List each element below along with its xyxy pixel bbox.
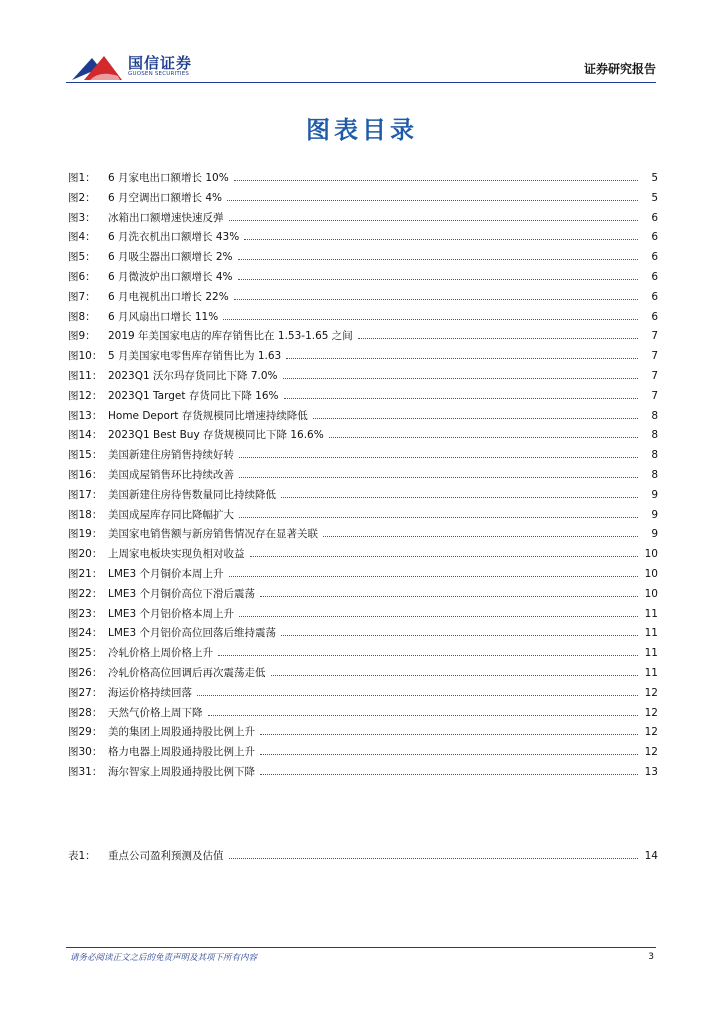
toc-dot-leader bbox=[239, 449, 638, 458]
toc-entry[interactable] bbox=[68, 190, 658, 210]
toc-dot-leader bbox=[234, 172, 638, 181]
toc-entry-title: 格力电器上周股通持股比例上升 bbox=[108, 746, 255, 759]
toc-entry-number: 图8： bbox=[68, 310, 96, 323]
toc-entry-title: LME3 个月铝价格本周上升 bbox=[108, 607, 235, 620]
toc-entry-number: 图24： bbox=[68, 627, 103, 640]
toc-dot-leader bbox=[260, 726, 638, 735]
figure-list bbox=[68, 170, 658, 784]
toc-entry-title: 天然气价格上周下降 bbox=[108, 706, 203, 719]
toc-entry-number: 图12： bbox=[68, 389, 103, 402]
toc-entry-title: 冷轧价格高位回调后再次震荡走低 bbox=[108, 666, 266, 679]
toc-entry-page: 11 bbox=[644, 627, 658, 640]
toc-dot-leader bbox=[313, 410, 638, 419]
toc-entry[interactable] bbox=[68, 309, 658, 329]
toc-entry[interactable] bbox=[68, 625, 658, 645]
toc-entry-title: 2023Q1 Target 存货同比下降 16% bbox=[108, 389, 279, 402]
header-divider bbox=[66, 82, 656, 83]
toc-entry[interactable] bbox=[68, 606, 658, 626]
toc-dot-leader bbox=[260, 766, 638, 775]
toc-entry-number: 图28： bbox=[68, 706, 103, 719]
toc-entry-page: 11 bbox=[644, 647, 658, 660]
toc-dot-leader bbox=[281, 489, 638, 498]
toc-entry-number: 图17： bbox=[68, 488, 103, 501]
toc-entry-page: 8 bbox=[651, 409, 658, 422]
toc-entry-title: 6 月家电出口额增长 10% bbox=[108, 172, 229, 184]
report-type-label: 证券研究报告 bbox=[583, 62, 656, 76]
toc-entry-page: 9 bbox=[651, 528, 658, 541]
toc-dot-leader bbox=[229, 850, 639, 859]
toc-entry-page: 6 bbox=[651, 231, 658, 244]
toc-dot-leader bbox=[239, 608, 638, 617]
toc-entry[interactable] bbox=[68, 586, 658, 606]
toc-entry-number: 图14： bbox=[68, 429, 103, 442]
toc-entry[interactable] bbox=[68, 507, 658, 527]
toc-entry-title: 冰箱出口额增速快速反弹 bbox=[108, 211, 224, 224]
toc-entry[interactable] bbox=[68, 388, 658, 408]
toc-entry[interactable] bbox=[68, 368, 658, 388]
toc-entry-number: 图15： bbox=[68, 449, 103, 462]
toc-entry-title: 2023Q1 Best Buy 存货规模同比下降 16.6% bbox=[108, 429, 324, 442]
toc-entry[interactable] bbox=[68, 526, 658, 546]
toc-entry-page: 8 bbox=[651, 449, 658, 462]
toc-entry-title: 6 月微波炉出口额增长 4% bbox=[108, 270, 233, 283]
logo-text-en: GUOSEN SECURITIES bbox=[128, 71, 190, 77]
toc-entry-number: 图5： bbox=[68, 251, 96, 264]
toc-entry-page: 11 bbox=[644, 666, 658, 679]
toc-dot-leader bbox=[358, 330, 638, 339]
toc-entry-title: 6 月空调出口额增长 4% bbox=[108, 191, 223, 204]
toc-entry-number: 图18： bbox=[68, 508, 103, 521]
toc-dot-leader bbox=[329, 429, 638, 438]
toc-entry-title: 美的集团上周股通持股比例上升 bbox=[108, 726, 255, 739]
toc-entry-title: 上周家电板块实现负相对收益 bbox=[108, 548, 245, 561]
page-number: 3 bbox=[648, 952, 654, 962]
toc-entry-number: 图4： bbox=[68, 231, 96, 244]
toc-entry-page: 6 bbox=[651, 251, 658, 264]
toc-dot-leader bbox=[234, 291, 638, 300]
toc-dot-leader bbox=[223, 311, 638, 320]
toc-entry-page: 12 bbox=[644, 726, 658, 739]
toc-entry[interactable] bbox=[68, 487, 658, 507]
toc-entry-title: 6 月电视机出口增长 22% bbox=[108, 290, 229, 303]
toc-entry-number: 图23： bbox=[68, 607, 103, 620]
toc-entry-title: 冷轧价格上周价格上升 bbox=[108, 647, 213, 660]
toc-entry-title: LME3 个月铝价高位回落后维持震荡 bbox=[108, 627, 277, 640]
toc-entry-number: 图30： bbox=[68, 746, 103, 759]
toc-entry-title: LME3 个月铜价高位下滑后震荡 bbox=[108, 587, 256, 600]
toc-entry-title: 美国新建住房待售数量同比持续降低 bbox=[108, 488, 276, 501]
footer-divider bbox=[66, 947, 656, 948]
toc-entry[interactable] bbox=[68, 269, 658, 289]
toc-entry-number: 图13： bbox=[68, 409, 103, 422]
toc-entry[interactable] bbox=[68, 289, 658, 309]
toc-entry-number: 图3： bbox=[68, 211, 96, 224]
toc-entry[interactable] bbox=[68, 764, 658, 784]
toc-entry-page: 9 bbox=[651, 508, 658, 521]
toc-entry-number: 表1： bbox=[68, 850, 96, 862]
toc-entry-number: 图1： bbox=[68, 172, 96, 184]
toc-entry-number: 图27： bbox=[68, 686, 103, 699]
toc-entry[interactable] bbox=[68, 685, 658, 705]
toc-entry[interactable] bbox=[68, 665, 658, 685]
toc-dot-leader bbox=[229, 568, 638, 577]
disclaimer-text: 请务必阅读正文之后的免责声明及其项下所有内容 bbox=[70, 953, 258, 963]
toc-dot-leader bbox=[208, 707, 639, 716]
toc-entry-number: 图19： bbox=[68, 528, 103, 541]
toc-entry[interactable] bbox=[68, 566, 658, 586]
toc-entry-number: 图20： bbox=[68, 548, 103, 561]
toc-entry-title: 6 月吸尘器出口额增长 2% bbox=[108, 251, 233, 264]
toc-entry-title: 6 月洗衣机出口额增长 43% bbox=[108, 231, 240, 244]
toc-entry-title: 海运价格持续回落 bbox=[108, 686, 192, 699]
toc-dot-leader bbox=[281, 627, 638, 636]
table-list bbox=[68, 848, 658, 868]
toc-dot-leader bbox=[238, 251, 638, 260]
toc-entry-page: 11 bbox=[644, 607, 658, 620]
toc-entry-page: 12 bbox=[644, 686, 658, 699]
toc-dot-leader bbox=[250, 548, 639, 557]
toc-entry-title: 海尔智家上周股通持股比例下降 bbox=[108, 765, 255, 778]
toc-entry-page: 12 bbox=[644, 706, 658, 719]
toc-entry[interactable] bbox=[68, 724, 658, 744]
toc-entry-title: 重点公司盈利预测及估值 bbox=[108, 850, 224, 862]
toc-dot-leader bbox=[227, 192, 638, 201]
toc-entry-number: 图31： bbox=[68, 765, 103, 778]
toc-entry[interactable] bbox=[68, 229, 658, 249]
toc-entry[interactable] bbox=[68, 705, 658, 725]
toc-entry-page: 5 bbox=[651, 191, 658, 204]
toc-entry-number: 图21： bbox=[68, 567, 103, 580]
toc-entry-number: 图6： bbox=[68, 270, 96, 283]
toc-entry-number: 图25： bbox=[68, 647, 103, 660]
guosen-logo-icon bbox=[70, 50, 124, 84]
toc-entry-page: 6 bbox=[651, 211, 658, 224]
toc-entry-page: 6 bbox=[651, 270, 658, 283]
toc-entry-page: 10 bbox=[644, 548, 658, 561]
toc-entry-page: 7 bbox=[651, 389, 658, 402]
toc-entry[interactable] bbox=[68, 427, 658, 447]
toc-entry-number: 图29： bbox=[68, 726, 103, 739]
toc-entry[interactable] bbox=[68, 848, 658, 868]
toc-entry-title: 美国家电销售额与新房销售情况存在显著关联 bbox=[108, 528, 318, 541]
toc-dot-leader bbox=[239, 469, 638, 478]
toc-entry-number: 图22： bbox=[68, 587, 103, 600]
toc-entry-title: 2023Q1 沃尔玛存货同比下降 7.0% bbox=[108, 369, 278, 382]
page-title: 图表目录 bbox=[306, 116, 418, 144]
toc-entry-page: 10 bbox=[644, 587, 658, 600]
toc-entry-page: 7 bbox=[651, 350, 658, 363]
toc-entry-page: 7 bbox=[651, 330, 658, 343]
toc-dot-leader bbox=[238, 271, 638, 280]
toc-entry-page: 7 bbox=[651, 369, 658, 382]
toc-entry[interactable] bbox=[68, 447, 658, 467]
toc-dot-leader bbox=[197, 687, 638, 696]
toc-entry-title: 2019 年美国家电店的库存销售比在 1.53-1.65 之间 bbox=[108, 330, 353, 343]
toc-entry-page: 12 bbox=[644, 746, 658, 759]
toc-entry[interactable] bbox=[68, 546, 658, 566]
toc-entry-page: 10 bbox=[644, 567, 658, 580]
toc-entry-number: 图11： bbox=[68, 369, 103, 382]
logo-text-cn: 国信证券 bbox=[128, 54, 193, 72]
toc-dot-leader bbox=[218, 647, 638, 656]
toc-entry-number: 图26： bbox=[68, 666, 103, 679]
toc-entry[interactable] bbox=[68, 408, 658, 428]
toc-entry-title: Home Deport 存货规模同比增速持续降低 bbox=[108, 409, 308, 422]
toc-entry[interactable] bbox=[68, 328, 658, 348]
toc-dot-leader bbox=[260, 588, 638, 597]
toc-entry-page: 6 bbox=[651, 290, 658, 303]
toc-entry-number: 图10： bbox=[68, 350, 103, 363]
toc-dot-leader bbox=[283, 370, 638, 379]
toc-entry[interactable] bbox=[68, 249, 658, 269]
toc-entry-page: 13 bbox=[644, 765, 658, 778]
toc-dot-leader bbox=[271, 667, 639, 676]
toc-dot-leader bbox=[323, 528, 638, 537]
toc-entry-number: 图9： bbox=[68, 330, 96, 343]
toc-entry-page: 5 bbox=[651, 172, 658, 184]
toc-dot-leader bbox=[244, 231, 638, 240]
toc-entry-title: 5 月美国家电零售库存销售比为 1.63 bbox=[108, 350, 282, 363]
toc-entry[interactable] bbox=[68, 348, 658, 368]
toc-entry-page: 9 bbox=[651, 488, 658, 501]
toc-dot-leader bbox=[239, 509, 638, 518]
toc-entry[interactable] bbox=[68, 645, 658, 665]
toc-entry[interactable] bbox=[68, 170, 658, 190]
toc-entry-number: 图2： bbox=[68, 191, 96, 204]
toc-entry-number: 图16： bbox=[68, 468, 103, 481]
toc-entry-title: 美国新建住房销售持续好转 bbox=[108, 449, 234, 462]
toc-dot-leader bbox=[229, 212, 639, 221]
page-header bbox=[0, 0, 724, 90]
toc-entry[interactable] bbox=[68, 210, 658, 230]
toc-entry-page: 6 bbox=[651, 310, 658, 323]
toc-entry-title: LME3 个月铜价本周上升 bbox=[108, 567, 224, 580]
toc-dot-leader bbox=[286, 350, 638, 359]
toc-entry[interactable] bbox=[68, 744, 658, 764]
toc-entry-number: 图7： bbox=[68, 290, 96, 303]
toc-dot-leader bbox=[260, 746, 638, 755]
toc-entry-page: 14 bbox=[644, 850, 658, 862]
toc-dot-leader bbox=[284, 390, 638, 399]
toc-entry-page: 8 bbox=[651, 429, 658, 442]
toc-entry-title: 美国成屋销售环比持续改善 bbox=[108, 468, 234, 481]
toc-entry-title: 6 月风扇出口增长 11% bbox=[108, 310, 219, 323]
toc-entry-page: 8 bbox=[651, 468, 658, 481]
toc-entry-title: 美国成屋库存同比降幅扩大 bbox=[108, 508, 234, 521]
toc-entry[interactable] bbox=[68, 467, 658, 487]
guosen-logo bbox=[70, 50, 200, 84]
